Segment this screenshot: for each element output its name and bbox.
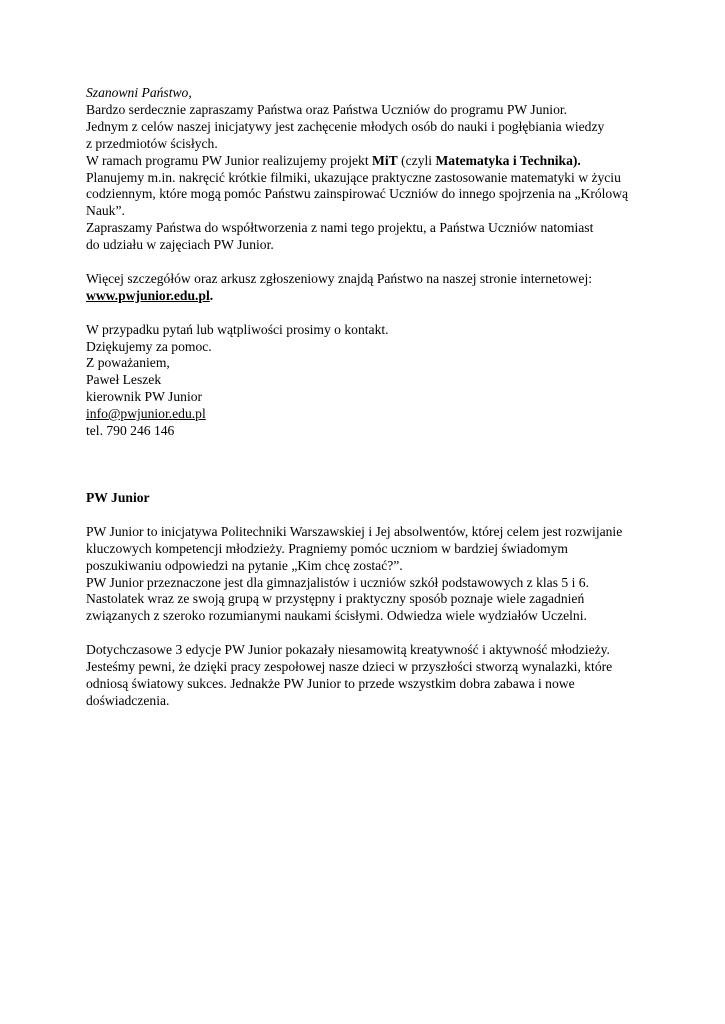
about-p1-line-1: PW Junior to inicjatywa Politechniki Warszawskiej i Jej absolwentów, której celem jest rozwijanie xyxy=(86,523,623,539)
more-info-line: Więcej szczegółów oraz arkusz zgłoszeniowy znajdą Państwo na naszej stronie internetowej: xyxy=(86,270,593,286)
signer-role: kierownik PW Junior xyxy=(86,389,203,405)
about-section xyxy=(86,490,646,710)
project-mid: (czyli xyxy=(397,152,436,168)
about-p2-line-1: Dotychczasowe 3 edycje PW Junior pokazały niesamowitą kreatywność i aktywność młodzieży. xyxy=(86,642,610,658)
about-p1-line-2: kluczowych kompetencji młodzieży. Pragniemy pomóc uczniom w bardziej świadomym xyxy=(86,540,568,556)
about-p2-line-3: odniosą światowy sukces. Jednakże PW Junior to przede wszystkim dobra zabawa i nowe xyxy=(86,675,575,691)
project-full-name: Matematyka i Technika). xyxy=(435,152,581,168)
salutation: Szanowni Państwo, xyxy=(86,85,192,100)
contact-line: W przypadku pytań lub wątpliwości prosimy o kontakt. xyxy=(86,321,389,337)
phone-line: tel. 790 246 146 xyxy=(86,423,175,439)
signer-name: Paweł Leszek xyxy=(86,372,162,388)
intro-line-2: Jednym z celów naszej inicjatywy jest zachęcenie młodych osób do nauki i pogłębiania wiedzy xyxy=(86,118,605,134)
spacer xyxy=(86,305,646,322)
spacer xyxy=(86,254,646,271)
about-p1-line-3: poszukiwaniu odpowiedzi na pytanie „Kim chcę zostać?”. xyxy=(86,557,403,573)
website-line xyxy=(86,288,646,305)
website-suffix: . xyxy=(209,287,214,303)
plan-line-1: Planujemy m.in. nakręcić krótkie filmiki, ukazujące praktyczne zastosowanie matematyki w życiu xyxy=(86,169,621,185)
about-p1-line-6: związanych z szeroko rozumianymi naukami ścisłymi. Odwiedza wiele wydziałów Uczelni. xyxy=(86,608,587,624)
intro-line-1: Bardzo serdecznie zapraszamy Państwa oraz Państwa Uczniów do programu PW Junior. xyxy=(86,101,568,117)
website-link[interactable]: www.pwjunior.edu.pl xyxy=(86,287,210,303)
section-gap xyxy=(86,440,646,490)
invite-line-1: Zapraszamy Państwa do współtworzenia z nami tego projektu, a Państwa Uczniów natomiast xyxy=(86,220,594,236)
about-p2-line-4: doświadczenia. xyxy=(86,692,170,708)
spacer xyxy=(86,625,646,642)
project-line xyxy=(86,153,646,170)
project-name: MiT xyxy=(372,152,398,168)
plan-line-2: codziennym, które mogą pomóc Państwu zainspirować Uczniów do innego spojrzenia na „Królową xyxy=(86,186,629,202)
about-p1-line-4: PW Junior przeznaczone jest dla gimnazjalistów i uczniów szkół podstawowych z klas 5 i 6. xyxy=(86,574,589,590)
email-link[interactable]: info@pwjunior.edu.pl xyxy=(86,406,206,422)
about-p1-line-5: Nastolatek wraz ze swoją grupą w przystępny i praktyczny sposób poznaje wiele zagadnień xyxy=(86,591,585,607)
about-p2-line-2: Jesteśmy pewni, że dzięki pracy zespołowej nasze dzieci w przyszłości stworzą wynalazki, które xyxy=(86,659,613,675)
document-page xyxy=(86,85,646,710)
about-heading: PW Junior xyxy=(86,490,150,505)
email-line xyxy=(86,406,646,423)
regards-line: Z poważaniem, xyxy=(86,355,170,371)
project-prefix: W ramach programu PW Junior realizujemy projekt xyxy=(86,152,373,168)
letter-section xyxy=(86,85,646,440)
thanks-line: Dziękujemy za pomoc. xyxy=(86,338,212,354)
plan-line-3: Nauk”. xyxy=(86,203,125,219)
invite-line-2: do udziału w zajęciach PW Junior. xyxy=(86,237,274,253)
intro-line-3: z przedmiotów ścisłych. xyxy=(86,135,218,151)
spacer xyxy=(86,507,646,524)
